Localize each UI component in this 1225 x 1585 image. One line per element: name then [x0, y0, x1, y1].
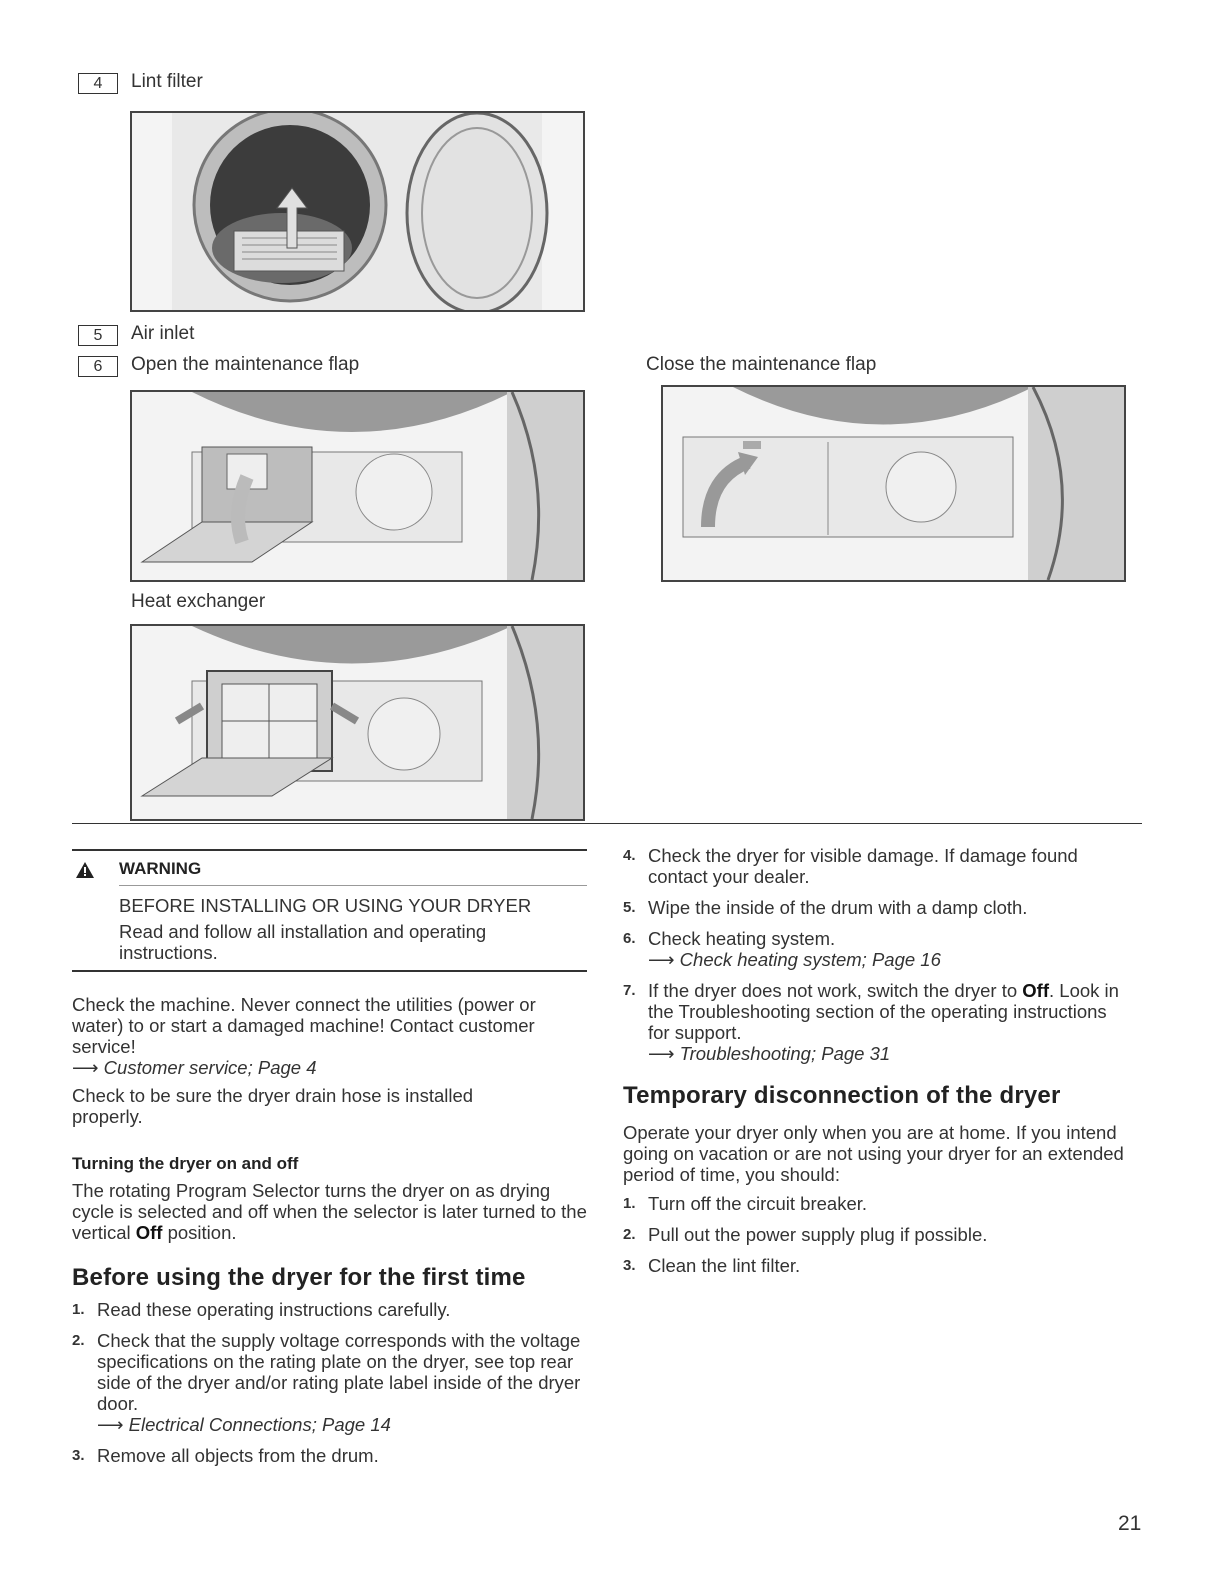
- electrical-connections-link[interactable]: Electrical Connections; Page 14: [128, 1414, 391, 1435]
- check-machine-text: Check the machine. Never connect the utilities (power or water) to or start a damaged machine! Contact customer service!: [72, 994, 536, 1057]
- step-number: 5.: [623, 899, 636, 916]
- turning-text-a: The rotating Program Selector turns the dryer on as drying cycle is selected and off when the selector is later turned to the vertical: [72, 1180, 587, 1243]
- page-number: 21: [1118, 1512, 1142, 1535]
- list-item: [623, 928, 1128, 970]
- list-item: [623, 1255, 1128, 1276]
- list-item: [72, 1445, 587, 1466]
- warning-line-1: BEFORE INSTALLING OR USING YOUR DRYER: [119, 895, 532, 916]
- drain-hose-paragraph: Check to be sure the dryer drain hose is installed properly.: [72, 1085, 474, 1127]
- list-item: [623, 980, 1128, 1064]
- step-text-a: If the dryer does not work, switch the dryer to: [648, 980, 1023, 1001]
- before-using-steps: [72, 1299, 587, 1476]
- open-flap-illustration: [132, 392, 583, 580]
- step-number: 7.: [623, 982, 636, 999]
- warning-bottom-rule: [72, 970, 587, 972]
- arrow-icon: ⟶: [97, 1414, 124, 1435]
- check-machine-paragraph: [72, 994, 587, 1078]
- figure-number-5: 5: [78, 325, 118, 346]
- list-item: [623, 897, 1128, 918]
- temporary-disconnection-heading: Temporary disconnection of the dryer: [623, 1082, 1061, 1109]
- turning-heading: Turning the dryer on and off: [72, 1154, 299, 1173]
- section-divider: [72, 823, 1142, 824]
- list-item: [72, 1330, 587, 1435]
- list-item: [623, 845, 1128, 887]
- list-item: [72, 1299, 587, 1320]
- turning-paragraph: [72, 1180, 587, 1243]
- figure-number-4: 4: [78, 73, 118, 94]
- warning-inner-rule: [119, 885, 587, 886]
- warning-title: WARNING: [119, 859, 202, 878]
- step-text: Check heating system.: [648, 928, 836, 949]
- before-using-heading: Before using the dryer for the first time: [72, 1264, 526, 1291]
- figure-caption-heat-exchanger: Heat exchanger: [131, 591, 266, 612]
- arrow-icon: ⟶: [72, 1057, 99, 1078]
- arrow-icon: ⟶: [648, 1043, 675, 1064]
- figure-caption-close-flap: Close the maintenance flap: [646, 354, 877, 375]
- open-flap-image: [130, 390, 585, 582]
- step-number: 1.: [623, 1195, 636, 1212]
- dryer-drum-illustration: [132, 113, 583, 310]
- check-heating-link[interactable]: Check heating system; Page 16: [679, 949, 941, 970]
- step-number: 1.: [72, 1301, 85, 1318]
- step-number: 2.: [623, 1226, 636, 1243]
- warning-line-2: Read and follow all installation and operating instructions.: [119, 921, 487, 963]
- arrow-icon: ⟶: [648, 949, 675, 970]
- step-text: Pull out the power supply plug if possible.: [648, 1224, 988, 1245]
- heat-exchanger-image: [130, 624, 585, 821]
- temporary-intro: Operate your dryer only when you are at home. If you intend going on vacation or are not using your dryer for an extended period of time, you should:: [623, 1122, 1124, 1185]
- heat-exchanger-illustration: [132, 626, 583, 819]
- step-number: 2.: [72, 1332, 85, 1349]
- list-item: [623, 1224, 1128, 1245]
- lint-filter-image: [130, 111, 585, 312]
- step-number: 6.: [623, 930, 636, 947]
- step-number: 3.: [72, 1447, 85, 1464]
- step-text: Wipe the inside of the drum with a damp cloth.: [648, 897, 1028, 918]
- figure-caption-open-flap: Open the maintenance flap: [131, 354, 360, 375]
- figure-caption-air-inlet: Air inlet: [131, 323, 195, 344]
- off-keyword: Off: [135, 1222, 163, 1243]
- step-text: Remove all objects from the drum.: [97, 1445, 379, 1466]
- off-keyword: Off: [1022, 980, 1049, 1001]
- step-text: Turn off the circuit breaker.: [648, 1193, 868, 1214]
- turning-text-b: position.: [162, 1222, 237, 1243]
- troubleshooting-link[interactable]: Troubleshooting; Page 31: [679, 1043, 891, 1064]
- step-text: Check that the supply voltage corresponds with the voltage specifications on the rating plate on the dryer, see top rear side of the dryer and/or rating plate label inside of the dryer door.: [97, 1330, 581, 1414]
- setup-steps-continued: [623, 845, 1128, 1074]
- step-text: Check the dryer for visible damage. If damage found contact your dealer.: [648, 845, 1078, 887]
- warning-triangle-icon: [76, 862, 94, 878]
- customer-service-link[interactable]: Customer service; Page 4: [103, 1057, 317, 1078]
- step-text: Read these operating instructions carefully.: [97, 1299, 451, 1320]
- step-number: 4.: [623, 847, 636, 864]
- step-text-b: . Look in the Troubleshooting section of the operating instructions for support.: [648, 980, 1119, 1043]
- figure-number-6: 6: [78, 356, 118, 377]
- warning-top-rule: [72, 849, 587, 851]
- figure-caption-lint-filter: Lint filter: [131, 71, 203, 92]
- temporary-steps: [623, 1193, 1128, 1286]
- step-number: 3.: [623, 1257, 636, 1274]
- step-text: Clean the lint filter.: [648, 1255, 801, 1276]
- close-flap-image: [661, 385, 1126, 582]
- list-item: [623, 1193, 1128, 1214]
- close-flap-illustration: [663, 387, 1124, 580]
